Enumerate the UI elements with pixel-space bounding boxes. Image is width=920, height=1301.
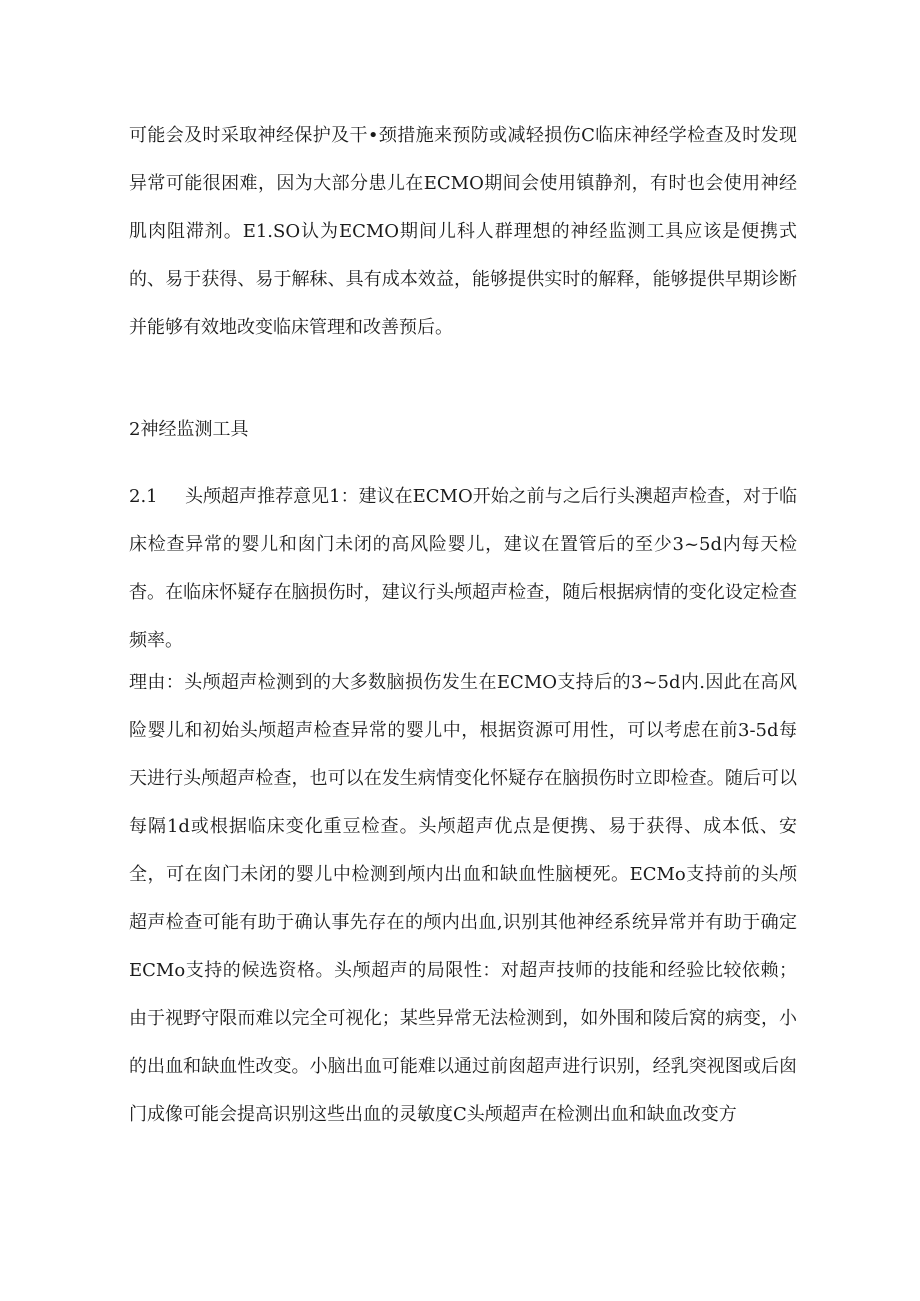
body-paragraph-2	[129, 473, 797, 665]
section-heading: 2神经监测工具	[129, 419, 249, 440]
body-paragraph-3: 理由：头颅超声检测到的大多数脑损伤发生在ECMO支持后的3~5d内.因此在高风险婴儿和初始头颅超声检查异常的婴儿中，根据资源可用性，可以考虑在前3-5d每天进行头颅超声检查，也可以在发生病情变化怀疑存在脑损伤时立即检查。随后可以每隔1d或根据临床变化重豆检查。头颅超声优点是便携、易于获得、成本低、安全，可在囱门未闭的婴儿中检测到颅内出血和缺血性脑梗死。ECMo支持前的头颅超声检查可能有助于确认事先存在的颅内出血,识别其他神经系统异常并有助于确定ECMo支持的候选资格。头颅超声的局限性：对超声技师的技能和经验比较依赖；由于视野守限而难以完全可视化；某些异常无法检测到，如外围和陵后窝的病变，小的出血和缺血性改变。小脑出血可能难以通过前囱超声进行识别，经乳突视图或后囱门成像可能会提高识别这些出血的灵敏度C头颅超声在检测出血和缺血改变方	[129, 672, 797, 1125]
body-paragraph-1: 可能会及时采取神经保护及干•颈措施来预防或减轻损伤C临床神经学检查及时发现异常可能很困难，因为大部分患儿在ECMO期间会使用镇静剂，有时也会使用神经肌肉阻滞剂。E1.SO认为ECMO期间儿科人群理想的神经监测工具应该是便携式的、易于获得、易于解秣、具有成本效益，能够提供实时的解释，能够提供早期诊断并能够有效地改变临床管理和改善预后。	[129, 125, 797, 338]
subsection-number: 2.1	[129, 486, 158, 507]
subsection-text: 头颅超声推荐意见1：建议在ECMO开始之前与之后行头澳超声检查，对于临床检查异常的婴儿和囱门未闭的高风险婴儿，建议在置管后的至少3~5d内每天检杳。在临床怀疑存在脑损伤时，建议行头颅超声检查，随后根据病情的变化设定检查频率。	[129, 486, 797, 651]
